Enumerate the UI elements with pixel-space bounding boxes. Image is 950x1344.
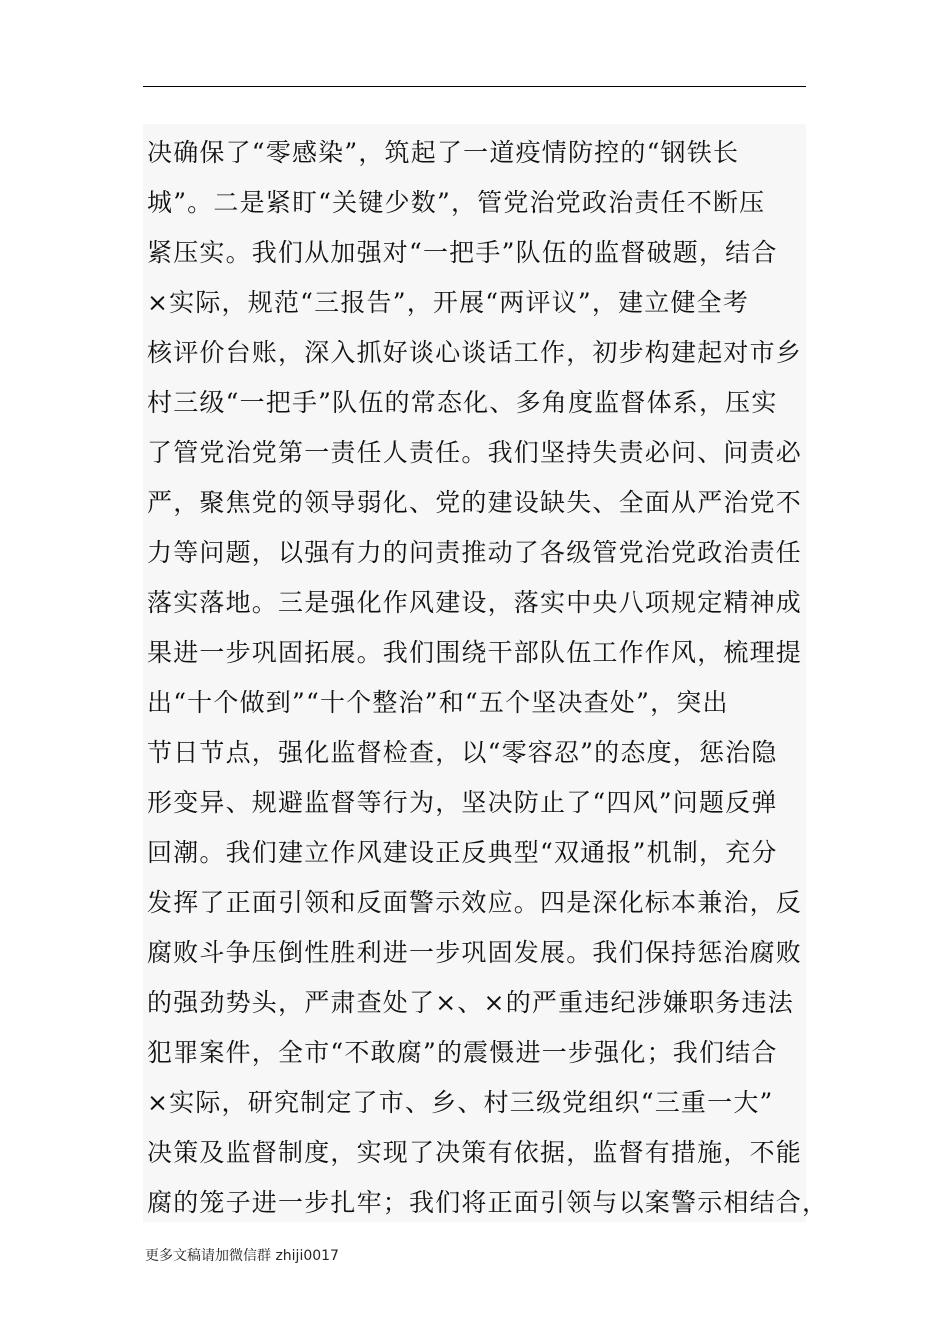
body-line: 村三级“一把手”队伍的常态化、多角度监督体系，压实: [147, 388, 778, 417]
body-line: 决确保了“零感染”，筑起了一道疫情防控的“钢铁长: [147, 138, 740, 167]
body-line: 了管党治党第一责任人责任。我们坚持失责必问、问责必: [147, 438, 803, 467]
body-line: ×实际，研究制定了市、乡、村三级党组织“三重一大”: [147, 1088, 774, 1117]
body-line: 决策及监督制度，实现了决策有依据，监督有措施，不能: [147, 1138, 803, 1167]
body-line: ×实际，规范“三报告”，开展“两评议”，建立健全考: [147, 288, 750, 317]
body-line: 果进一步巩固拓展。我们围绕干部队伍工作作风，梳理提: [147, 638, 803, 667]
body-line: 严，聚焦党的领导弱化、党的建设缺失、全面从严治党不: [147, 488, 803, 517]
body-line: 的强劲势头，严肃查处了×、×的严重违纪涉嫌职务违法: [147, 988, 794, 1017]
body-line: 腐的笼子进一步扎牢；我们将正面引领与以案警示相结合，: [147, 1188, 829, 1217]
body-line: 犯罪案件，全市“不敢腐”的震慑进一步强化；我们结合: [147, 1038, 778, 1067]
body-line: 腐败斗争压倒性胜利进一步巩固发展。我们保持惩治腐败: [147, 938, 803, 967]
body-line: 回潮。我们建立作风建设正反典型“双通报”机制，充分: [147, 838, 778, 867]
body-line: 核评价台账，深入抓好谈心谈话工作，初步构建起对市乡: [147, 338, 803, 367]
document-body: [143, 124, 829, 1222]
body-line: 节日节点，强化监督检查，以“零容忍”的态度，惩治隐: [147, 738, 778, 767]
body-line: 城”。二是紧盯“关键少数”，管党治党政治责任不断压: [147, 188, 766, 217]
header-rule: [143, 86, 806, 87]
body-line: 出“十个做到”“十个整治”和“五个坚决查处”，突出: [147, 688, 729, 717]
body-line: 紧压实。我们从加强对“一把手”队伍的监督破题，结合: [147, 238, 778, 267]
body-line: 形变异、规避监督等行为，坚决防止了“四风”问题反弹: [147, 788, 778, 817]
footer-note: 更多文稿请加微信群 zhiji0017: [145, 1248, 339, 1264]
body-line: 力等问题，以强有力的问责推动了各级管党治党政治责任: [147, 538, 803, 567]
body-line: 落实落地。三是强化作风建设，落实中央八项规定精神成: [147, 588, 803, 617]
body-line: 发挥了正面引领和反面警示效应。四是深化标本兼治，反: [147, 888, 803, 917]
